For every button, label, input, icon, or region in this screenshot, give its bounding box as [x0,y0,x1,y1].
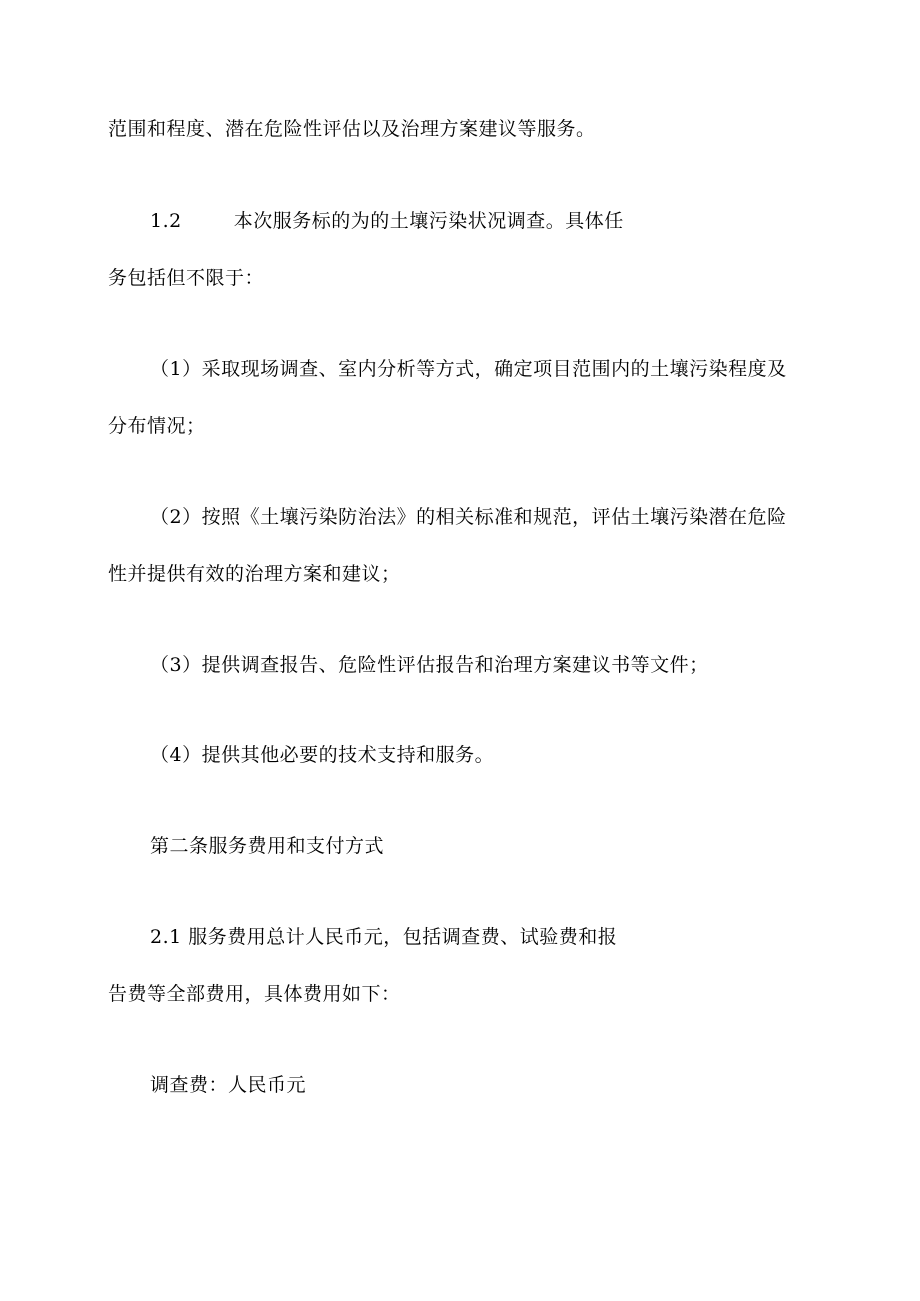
fee-survey-line: 调查费：人民币元 [150,1074,307,1096]
list-item-1-line-2: 分布情况； [108,415,206,437]
list-item-3: （3）提供调查报告、危险性评估报告和治理方案建议书等文件； [150,654,709,676]
list-item-1-line-1: （1）采取现场调查、室内分析等方式，确定项目范围内的土壤污染程度及 [150,358,787,380]
list-item-2-line-1: （2）按照《土壤污染防治法》的相关标准和规范，评估土壤污染潜在危险 [150,506,787,528]
section-1-2-line-2: 务包括但不限于： [108,267,265,289]
section-1-2-line-1 [150,209,624,233]
section-1-2-text: 本次服务标的为的土壤污染状况调查。具体任 [233,210,624,232]
section-number: 1.2 [150,210,182,232]
list-item-4: （4）提供其他必要的技术支持和服务。 [150,744,495,766]
paragraph-continuation: 范围和程度、潜在危险性评估以及治理方案建议等服务。 [108,118,596,140]
article-2-title: 第二条服务费用和支付方式 [150,835,385,857]
list-item-2-line-2: 性并提供有效的治理方案和建议； [108,563,401,585]
section-2-1-line-1: 2.1 服务费用总计人民币元，包括调查费、试验费和报 [150,926,618,948]
section-2-1-line-2: 告费等全部费用，具体费用如下： [108,983,401,1005]
